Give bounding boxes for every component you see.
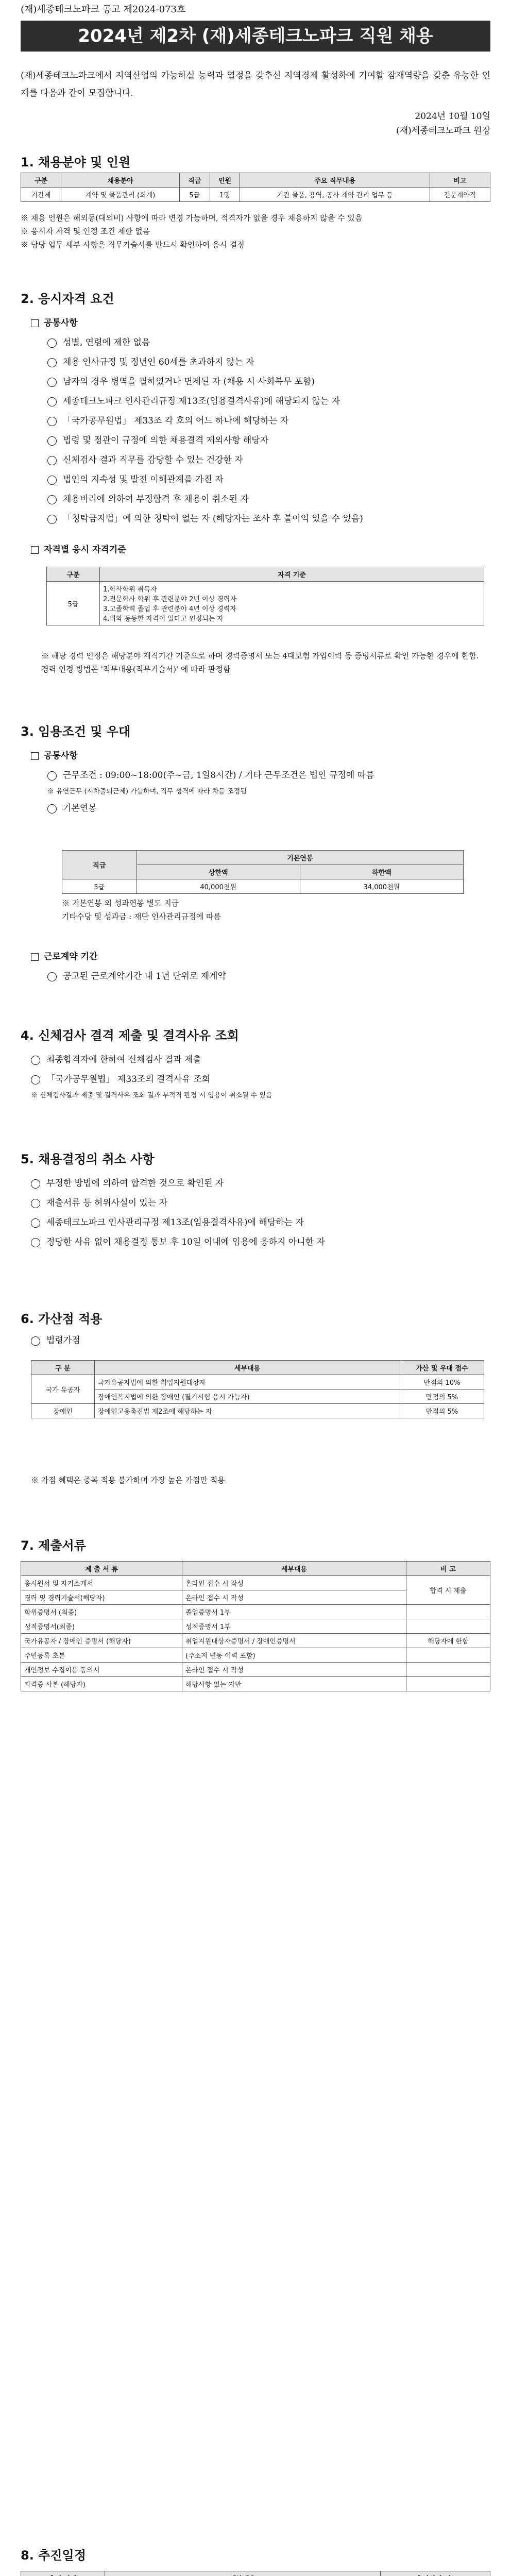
section-8-title: 8. 추진일정	[21, 2548, 86, 2563]
notice-date: 2024년 10월 10일	[415, 111, 490, 122]
contract-block	[31, 948, 484, 987]
signer: (재)세종테크노파크 원장	[396, 126, 490, 136]
documents-table	[21, 1561, 490, 1691]
note-line: ※ 신체검사결과 제출 및 결격사유 조회 결과 부적격 판정 시 임용이 취소될 수 있음	[31, 1092, 272, 1099]
circle-bullet-icon	[47, 338, 57, 348]
table-header	[381, 2571, 490, 2576]
table-header: 상한액	[137, 865, 300, 879]
table-cell: 장애인고용촉진법 제2조에 해당하는 자	[95, 1404, 400, 1418]
qual-item: 4.위와 동등한 자격이 있다고 인정되는 자	[103, 615, 224, 623]
table-cell: 기간제	[21, 188, 61, 202]
table-cell	[406, 1605, 490, 1619]
qual-item: 2.전문학사 학위 후 관련분야 2년 이상 경력자	[103, 596, 236, 603]
table-header	[21, 2571, 105, 2576]
s2-qual-heading	[31, 541, 484, 561]
list-item: 「청탁금지법」에 의한 청탁이 없는 자 (해당자는 조사 후 불이익 있을 수 있음)	[63, 514, 363, 524]
table-cell: 장애인복지법에 의한 장애인 (필기시험 응시 가능자)	[95, 1389, 400, 1404]
table-cell: 5급	[47, 582, 100, 625]
list-item: 정당한 사유 없이 채용결정 통보 후 10일 이내에 임용에 응하지 아니한 자	[46, 1237, 325, 1247]
list-item: 근무조건 : 09:00~18:00(주~금, 1일8시간) / 기타 근무조건은 법인 규정에 따름	[63, 770, 374, 781]
table-cell: 만점의 10%	[400, 1375, 484, 1389]
s5-list	[31, 1175, 484, 1253]
s2-common-list	[31, 314, 484, 530]
list-item: 채용비리에 의하여 부정합격 후 채용이 취소된 자	[63, 494, 249, 504]
table-cell: 경력 및 경력기술서(해당자)	[21, 1590, 182, 1605]
circle-bullet-icon	[47, 397, 57, 406]
list-item: 재출서류 등 허위사실이 있는 자	[46, 1198, 168, 1208]
table-cell	[406, 1677, 490, 1691]
square-bullet-icon	[31, 546, 39, 554]
list-item: 기본연봉	[63, 803, 97, 814]
table-header: 제 출 서 류	[21, 1562, 182, 1576]
bonus-points-table	[31, 1360, 484, 1418]
list-item: 남자의 경우 병역을 필하였거나 면제된 자 (채용 시 사회복무 포함)	[63, 377, 315, 387]
table-header: 비고	[430, 173, 490, 188]
circle-bullet-icon	[31, 1179, 40, 1189]
list-item: 공고된 근로계약기간 내 1년 단위로 재계약	[63, 971, 227, 981]
qual-note: ※ 해당 경력 인정은 해당분야 재직기간 기준으로 하며 경력증명서 또는 4대보험 가입이력 등 증빙서류로 확인 가능한 경우에 한함. 경력 인정 방법은 '직무내용(직무기술서)' 에 따라 판정함	[41, 651, 479, 674]
list-item: 신체검사 결과 직무를 감당할 수 있는 건강한 자	[63, 455, 243, 465]
table-cell: 자격증 사본 (해당자)	[21, 1677, 182, 1691]
list-item: 채용 인사규정 및 정년인 60세를 초과하지 않는 자	[63, 357, 254, 367]
table-cell: 온라인 접수 시 작성	[182, 1590, 406, 1605]
table-cell: 5급	[179, 188, 210, 202]
subsection-title: 공통사항	[44, 751, 78, 761]
table-cell: 기관 물품, 용역, 공사 계약 관리 업무 등	[240, 188, 430, 202]
table-header: 자격 기준	[100, 567, 484, 582]
table-cell: 해당자에 한함	[406, 1634, 490, 1648]
qualification-table	[46, 567, 484, 625]
notice-number: (재)세종테크노파크 공고 제2024-073호	[21, 4, 186, 15]
circle-bullet-icon	[47, 417, 57, 426]
table-header: 하한액	[300, 865, 463, 879]
circle-bullet-icon	[47, 476, 57, 485]
table-header: 구 분	[31, 1361, 95, 1375]
circle-bullet-icon	[31, 1075, 40, 1084]
table-header: 구분	[21, 173, 61, 188]
circle-bullet-icon	[31, 1238, 40, 1247]
s4-list	[31, 1051, 484, 1104]
table-cell: 국가유공자법에 의한 취업지원대상자	[95, 1375, 400, 1389]
table-cell: 취업지원대상자증명서 / 장애인증명서	[182, 1634, 406, 1648]
table-cell: 국가 유공자	[31, 1375, 95, 1404]
section-1-title: 1. 채용분야 및 인원	[21, 155, 131, 170]
note-line: ※ 담당 업무 세부 사항은 직무기술서를 반드시 확인하여 응시 결정	[21, 240, 245, 249]
list-item: ※ 유연근무 (시차출퇴근제) 가능하며, 직무 성격에 따라 차등 조정됨	[47, 788, 247, 795]
circle-bullet-icon	[47, 358, 57, 367]
table-cell: 만점의 5%	[400, 1404, 484, 1418]
table-cell: 40,000천원	[137, 879, 300, 894]
square-bullet-icon	[31, 319, 39, 327]
s3-list	[31, 747, 484, 819]
table-cell: 5급	[62, 879, 137, 894]
intro-paragraph: (재)세종테크노파크에서 지역산업의 가능하실 능력과 열정을 갖추신 지역경제 활성화에 기여할 잠재역량을 갖춘 유능한 인재를 다음과 같이 모집합니다.	[21, 71, 490, 98]
table-cell: 국가유공자 / 장애인 증명서 (해당자)	[21, 1634, 182, 1648]
table-cell: 1명	[210, 188, 240, 202]
circle-bullet-icon	[47, 378, 57, 387]
table-cell: 온라인 접수 시 작성	[182, 1663, 406, 1677]
table-cell: 성적증명서 1부	[182, 1619, 406, 1634]
list-item: 성별, 연령에 제한 없음	[63, 337, 150, 348]
circle-bullet-icon	[47, 771, 57, 781]
list-item: 최종합격자에 한하여 신체검사 결과 제출	[46, 1055, 201, 1065]
table-header: 기본연봉	[137, 851, 463, 865]
section-2-title: 2. 응시자격 요건	[21, 292, 114, 306]
list-item: 법령 및 정관이 규정에 의한 채용결격 제외사항 해당자	[63, 435, 269, 446]
circle-bullet-icon	[31, 1218, 40, 1228]
schedule-table	[21, 2571, 490, 2576]
table-cell: (주소지 변동 이력 포함)	[182, 1648, 406, 1663]
circle-bullet-icon	[47, 436, 57, 446]
subsection-title: 근로계약 기간	[44, 952, 98, 962]
list-item: 세종테크노파크 인사관리규정 제13조(임용결격사유)에 해당되지 않는 자	[63, 396, 340, 406]
table-cell	[100, 582, 484, 625]
table-cell: 계약 및 물품관리 (회계)	[61, 188, 179, 202]
qual-item: 3.고졸학력 졸업 후 관련분야 4년 이상 경력자	[103, 605, 236, 613]
circle-bullet-icon	[31, 1056, 40, 1065]
table-header: 직급	[62, 851, 137, 879]
table-cell: 만점의 5%	[400, 1389, 484, 1404]
table-header: 직급	[179, 173, 210, 188]
list-item: 법인의 지속성 및 발전 이해관계를 가진 자	[63, 474, 224, 485]
table-cell: 학위증명서 (최종)	[21, 1605, 182, 1619]
table-header: 구분	[47, 567, 100, 582]
table-cell: 응시원서 및 자기소개서	[21, 1576, 182, 1590]
section-6-title: 6. 가산점 적용	[21, 1312, 103, 1326]
section-5-title: 5. 채용결정의 취소 사항	[21, 1152, 155, 1166]
list-item: 「국가공무원법」 제33조 각 호의 어느 하나에 해당하는 자	[63, 416, 289, 426]
square-bullet-icon	[31, 752, 39, 760]
note-line: 기타수당 및 성과금 : 재단 인사관리규정에 따름	[62, 912, 221, 921]
circle-bullet-icon	[47, 456, 57, 465]
table-header: 채용분야	[61, 173, 179, 188]
note-line: ※ 응시자 자격 및 인정 조건 제한 없음	[21, 227, 150, 236]
square-bullet-icon	[31, 953, 39, 961]
pay-notes	[62, 896, 474, 923]
table-cell	[406, 1648, 490, 1663]
table-cell: 34,000천원	[300, 879, 463, 894]
table-header: 주요 직무내용	[240, 173, 430, 188]
s6-heading	[31, 1332, 484, 1351]
subsection-title: 자격별 응시 자격기준	[44, 545, 126, 555]
table-header: 비 고	[406, 1562, 490, 1576]
list-item: 세종테크노파크 인사관리규정 제13조(임용결격사유)에 해당하는 자	[46, 1217, 304, 1228]
table-header: 세부대용	[182, 1562, 406, 1576]
section-4-title: 4. 신체검사 결격 제출 및 결격사유 조회	[21, 1028, 239, 1043]
list-item: 부정한 방법에 의하여 합격한 것으로 확인된 자	[46, 1178, 224, 1189]
circle-bullet-icon	[47, 972, 57, 981]
table-cell: 성적증명서(최종)	[21, 1619, 182, 1634]
table-header: 세부대용	[95, 1361, 400, 1375]
circle-bullet-icon	[47, 515, 57, 524]
table-cell: 장애인	[31, 1404, 95, 1418]
table-cell: 전문계약직	[430, 188, 490, 202]
circle-bullet-icon	[47, 804, 57, 814]
table-header	[105, 2571, 381, 2576]
table-cell: 개인정보 수집이용 동의서	[21, 1663, 182, 1677]
notice-date-block	[396, 109, 490, 138]
qual-item: 1.학사학위 취득자	[103, 586, 157, 594]
section-3-title: 3. 임용조건 및 우대	[21, 724, 131, 739]
note-line: ※ 기본연봉 외 성과연봉 별도 지급	[62, 899, 179, 908]
table-header: 인원	[210, 173, 240, 188]
subsection-title: 공통사항	[44, 318, 78, 328]
list-item: 법령가점	[46, 1335, 80, 1346]
table-cell	[406, 1663, 490, 1677]
recruit-fields-table	[21, 173, 490, 202]
note-line: ※ 채용 인원은 해외동(대외비) 사항에 따라 변경 가능하며, 적격자가 없을 경우 채용하지 않을 수 있음	[21, 213, 363, 223]
circle-bullet-icon	[31, 1336, 40, 1346]
table-cell: 해당사항 있는 자만	[182, 1677, 406, 1691]
s6-note: ※ 가점 혜택은 중복 적용 불가하며 가장 높은 가점만 적용	[31, 1476, 225, 1485]
circle-bullet-icon	[47, 495, 57, 504]
section-7-title: 7. 제출서류	[21, 1538, 86, 1553]
table-cell: 온라인 접수 시 작성	[182, 1576, 406, 1590]
table-cell: 합격 시 제출	[406, 1576, 490, 1605]
circle-bullet-icon	[31, 1199, 40, 1208]
list-item: 「국가공무원법」 제33조의 결격사유 조회	[46, 1074, 211, 1084]
notice-title-banner: 2024년 제2차 (재)세종테크노파크 직원 채용	[21, 21, 490, 52]
pay-table	[62, 850, 464, 894]
table-cell: 주민등록 초본	[21, 1648, 182, 1663]
s1-notes	[21, 211, 490, 251]
table-cell	[406, 1619, 490, 1634]
table-header: 가산 및 우대 점수	[400, 1361, 484, 1375]
table-cell: 졸업증명서 1부	[182, 1605, 406, 1619]
